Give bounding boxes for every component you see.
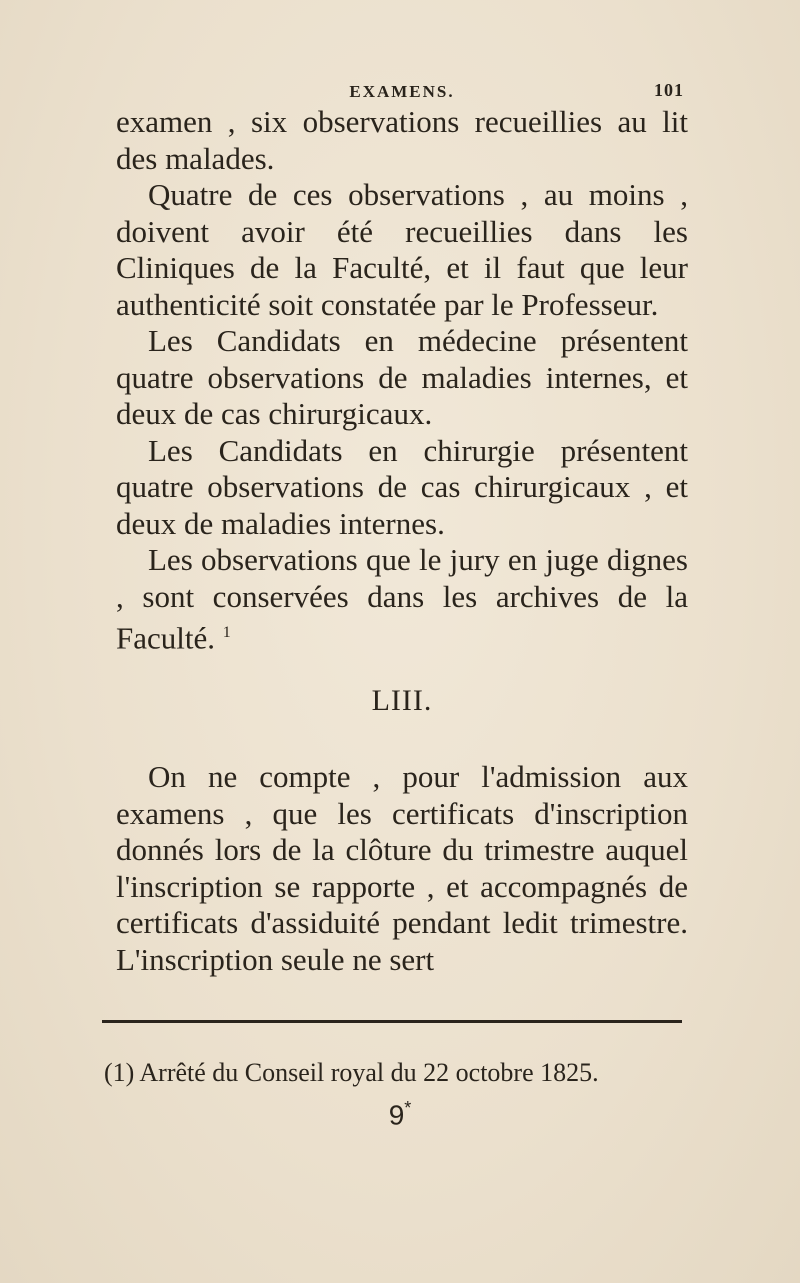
page-number: 101 [654,80,684,100]
paragraph [116,542,688,657]
footnote: (1) Arrêté du Conseil royal du 22 octobre 1825. [104,1058,599,1087]
paragraph: Quatre de ces observations , au moins , doivent avoir été recueillies dans les Cliniques de la Faculté, et il faut que leur authenticité soit constatée par le Professeur. [116,177,688,322]
book-page [116,78,688,978]
paragraph: Les Candidats en médecine présentent quatre observations de maladies internes, et deux de cas chirurgicaux. [116,323,688,431]
running-head-title: EXAMENS. [349,82,455,101]
running-head [116,78,688,104]
signature-mark [0,1098,800,1131]
paragraph: Les Candidats en chirurgie présentent quatre observations de cas chirurgicaux , et deux de maladies internes. [116,432,688,541]
paragraph-text: Les observations que le jury en juge dignes , sont conservées dans les archives de la Faculté. [116,542,688,656]
footnote-rule [102,1020,682,1023]
section-paragraph: On ne compte , pour l'admission aux examens , que les certificats d'inscription donnés lors de la clôture du trimestre auquel l'inscription se rapporte , et accompagnés de certificats d'assiduité pendant ledit trimestre. L'inscription seule ne sert [116,759,688,977]
paragraph-continuation: examen , six observations recueillies au lit des malades. [116,104,688,176]
body-text [116,104,688,978]
signature-star: * [404,1098,412,1118]
footnote-marker: 1 [222,624,231,641]
section-heading: LIII. [371,683,433,717]
signature-number: 9 [388,1099,405,1131]
